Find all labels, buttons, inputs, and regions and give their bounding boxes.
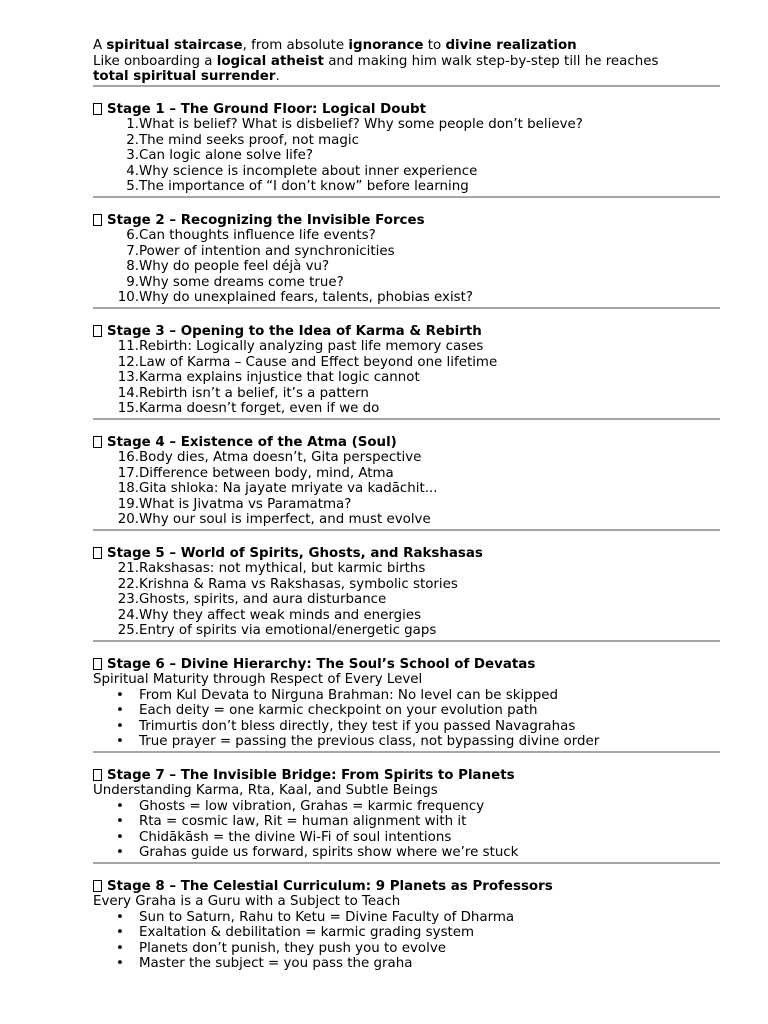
list-item (93, 339, 720, 355)
list-item-number: 4. (126, 163, 139, 179)
list-item-text: Why science is incomplete about inner experience (139, 163, 478, 179)
intro-text: A (93, 38, 107, 53)
list-item-text: Can logic alone solve life? (139, 148, 313, 163)
list-item-text: Body dies, Atma doesn’t, Gita perspective (139, 450, 422, 465)
list-item-text: Karma doesn’t forget, even if we do (139, 401, 380, 416)
list-item (93, 561, 720, 577)
missing-glyph-icon (93, 214, 102, 226)
list-item-number: 25. (117, 623, 139, 638)
list-item-text: Rakshasas: not mythical, but karmic births (139, 561, 426, 576)
stage-title: Stage 4 – Existence of the Atma (Soul) (107, 434, 397, 450)
missing-glyph-icon (93, 880, 102, 892)
intro-line-3 (93, 69, 720, 85)
stage-section (93, 531, 720, 640)
stage-section (93, 753, 720, 862)
list-item (93, 228, 720, 244)
list-item-number: 13. (117, 370, 139, 385)
list-item-number: 3. (126, 148, 139, 163)
list-item-text: The mind seeks proof, not magic (139, 132, 359, 148)
list-item-text: Can thoughts influence life events? (139, 228, 376, 243)
list-item-text: Rebirth: Logically analyzing past life memory cases (139, 339, 484, 354)
bullet-item-text: Trimurtis don’t bless directly, they test if you passed Navagrahas (139, 718, 576, 734)
list-item (93, 259, 720, 275)
numbered-list (93, 117, 720, 195)
intro-line-1 (93, 38, 720, 54)
numbered-list (93, 561, 720, 639)
bullet-item (93, 956, 720, 972)
list-item-text: Why some dreams come true? (139, 274, 344, 290)
list-item (93, 577, 720, 593)
stage-subtitle: Understanding Karma, Rta, Kaal, and Subtle Beings (93, 783, 438, 798)
bullet-item (93, 734, 720, 750)
stage-section (93, 864, 720, 973)
list-item-text: What is Jivatma vs Paramatma? (139, 496, 352, 512)
list-item-number: 19. (117, 496, 139, 512)
stage-section (93, 420, 720, 529)
list-item-text: Why they affect weak minds and energies (139, 607, 422, 623)
list-item (93, 148, 720, 164)
list-item (93, 290, 720, 306)
list-item (93, 592, 720, 608)
stage-subtitle: Spiritual Maturity through Respect of Every Level (93, 672, 423, 687)
list-item-number: 20. (117, 512, 139, 527)
list-item-number: 18. (117, 481, 139, 496)
bullet-item-text: Exaltation & debilitation = karmic grading system (139, 925, 475, 940)
bullet-item-text: Grahas guide us forward, spirits show where we’re stuck (139, 845, 519, 860)
stage-heading (93, 213, 720, 229)
list-item (93, 608, 720, 624)
bullet-item-text: Planets don’t punish, they push you to evolve (139, 940, 446, 956)
bullet-item (93, 941, 720, 957)
list-item (93, 497, 720, 513)
bullet-icon: • (116, 734, 124, 749)
list-item-text: Power of intention and synchronicities (139, 243, 395, 259)
stages-container (93, 87, 720, 973)
list-item (93, 179, 720, 195)
stage-heading (93, 435, 720, 451)
bullet-icon: • (116, 909, 124, 925)
stage-section (93, 87, 720, 196)
list-item-text: Krishna & Rama vs Rakshasas, symbolic stories (139, 576, 458, 592)
stage-section (93, 198, 720, 307)
list-item-text: What is belief? What is disbelief? Why some people don’t believe? (139, 117, 583, 132)
bullet-list (93, 799, 720, 861)
stage-title: Stage 5 – World of Spirits, Ghosts, and Rakshasas (107, 545, 483, 561)
list-item (93, 117, 720, 133)
intro-bold: total spiritual surrender (93, 69, 276, 84)
stage-title: Stage 1 – The Ground Floor: Logical Doubt (107, 101, 426, 117)
bullet-item-text: Sun to Saturn, Rahu to Ketu = Divine Faculty of Dharma (139, 909, 515, 925)
list-item-number: 6. (126, 228, 139, 243)
bullet-list (93, 910, 720, 972)
list-item-number: 1. (126, 117, 139, 132)
intro-bold: spiritual staircase (106, 38, 243, 53)
list-item-number: 12. (117, 354, 139, 370)
list-item-number: 23. (117, 592, 139, 607)
list-item-text: Law of Karma – Cause and Effect beyond one lifetime (139, 354, 498, 370)
stage-title: Stage 6 – Divine Hierarchy: The Soul’s School of Devatas (107, 656, 536, 672)
bullet-item (93, 688, 720, 704)
bullet-icon: • (116, 956, 124, 971)
stage-heading (93, 657, 720, 673)
bullet-icon: • (116, 814, 124, 829)
stage-subtitle: Every Graha is a Guru with a Subject to Teach (93, 894, 401, 909)
bullet-item (93, 703, 720, 719)
list-item-number: 11. (117, 339, 139, 354)
missing-glyph-icon (93, 547, 102, 559)
stage-heading (93, 879, 720, 895)
list-item-number: 5. (126, 179, 139, 194)
list-item-text: Why do people feel déjà vu? (139, 259, 330, 274)
list-item-number: 22. (117, 576, 139, 592)
intro-text: and making him walk step-by-step till he reaches (323, 53, 659, 69)
stage-heading (93, 324, 720, 340)
bullet-item-text: True prayer = passing the previous class, not bypassing divine order (139, 734, 600, 749)
bullet-list (93, 688, 720, 750)
list-item (93, 275, 720, 291)
list-item-number: 14. (117, 385, 139, 401)
missing-glyph-icon (93, 658, 102, 670)
list-item (93, 164, 720, 180)
list-item-text: Why our soul is imperfect, and must evolve (139, 512, 431, 527)
intro-text: Like onboarding a (93, 53, 217, 69)
document-page (93, 38, 720, 973)
bullet-icon: • (116, 940, 124, 956)
list-item (93, 481, 720, 497)
list-item-text: Difference between body, mind, Atma (139, 465, 394, 481)
bullet-item (93, 925, 720, 941)
bullet-item-text: Ghosts = low vibration, Grahas = karmic frequency (139, 798, 485, 814)
intro-text: to (423, 38, 446, 53)
list-item (93, 623, 720, 639)
list-item (93, 466, 720, 482)
list-item-text: Rebirth isn’t a belief, it’s a pattern (139, 385, 369, 401)
list-item (93, 512, 720, 528)
list-item-text: Entry of spirits via emotional/energetic gaps (139, 623, 437, 638)
numbered-list (93, 228, 720, 306)
bullet-item-text: Each deity = one karmic checkpoint on your evolution path (139, 703, 538, 718)
list-item-text: The importance of “I don’t know” before learning (139, 179, 469, 194)
bullet-icon: • (116, 703, 124, 718)
list-item-number: 24. (117, 607, 139, 623)
bullet-item-text: Chidākāsh = the divine Wi-Fi of soul intentions (139, 829, 452, 845)
list-item-text: Why do unexplained fears, talents, phobias exist? (139, 290, 474, 305)
intro-text: . (275, 69, 280, 84)
bullet-item-text: Master the subject = you pass the graha (139, 956, 413, 971)
list-item-number: 2. (126, 132, 139, 148)
list-item (93, 386, 720, 402)
list-item-number: 10. (117, 290, 139, 305)
stage-heading (93, 546, 720, 562)
stage-title: Stage 3 – Opening to the Idea of Karma & Rebirth (107, 323, 482, 339)
bullet-icon: • (116, 798, 124, 814)
bullet-item (93, 719, 720, 735)
missing-glyph-icon (93, 769, 102, 781)
intro-bold: divine realization (445, 38, 577, 53)
list-item-text: Karma explains injustice that logic cannot (139, 370, 420, 385)
intro-bold: logical atheist (216, 53, 324, 69)
bullet-item (93, 910, 720, 926)
list-item (93, 401, 720, 417)
bullet-item-text: Rta = cosmic law, Rit = human alignment with it (139, 814, 467, 829)
stage-heading (93, 768, 720, 784)
list-item-number: 17. (117, 465, 139, 481)
numbered-list (93, 450, 720, 528)
intro-text: , from absolute (242, 38, 349, 53)
bullet-icon: • (116, 845, 124, 860)
stage-heading (93, 102, 720, 118)
missing-glyph-icon (93, 103, 102, 115)
bullet-icon: • (116, 718, 124, 734)
bullet-item (93, 799, 720, 815)
missing-glyph-icon (93, 436, 102, 448)
list-item-text: Gita shloka: Na jayate mriyate va kadāchit... (139, 481, 438, 496)
list-item-number: 21. (117, 561, 139, 576)
list-item (93, 450, 720, 466)
bullet-icon: • (116, 687, 124, 703)
bullet-item-text: From Kul Devata to Nirguna Brahman: No level can be skipped (139, 687, 558, 703)
stage-title: Stage 2 – Recognizing the Invisible Forces (107, 212, 425, 228)
list-item (93, 244, 720, 260)
missing-glyph-icon (93, 325, 102, 337)
list-item (93, 133, 720, 149)
numbered-list (93, 339, 720, 417)
stage-section (93, 309, 720, 418)
list-item-number: 9. (126, 274, 139, 290)
bullet-icon: • (116, 829, 124, 845)
list-item-number: 15. (117, 401, 139, 416)
intro-line-2 (93, 54, 720, 70)
list-item-number: 16. (117, 450, 139, 465)
intro-paragraph (93, 38, 720, 85)
stage-title: Stage 7 – The Invisible Bridge: From Spirits to Planets (107, 767, 515, 783)
stage-title: Stage 8 – The Celestial Curriculum: 9 Planets as Professors (107, 878, 553, 894)
intro-bold: ignorance (348, 38, 424, 53)
bullet-item (93, 830, 720, 846)
list-item (93, 355, 720, 371)
list-item-number: 7. (126, 243, 139, 259)
stage-section (93, 642, 720, 751)
list-item (93, 370, 720, 386)
list-item-text: Ghosts, spirits, and aura disturbance (139, 592, 387, 607)
bullet-icon: • (116, 925, 124, 940)
bullet-item (93, 814, 720, 830)
bullet-item (93, 845, 720, 861)
list-item-number: 8. (126, 259, 139, 274)
